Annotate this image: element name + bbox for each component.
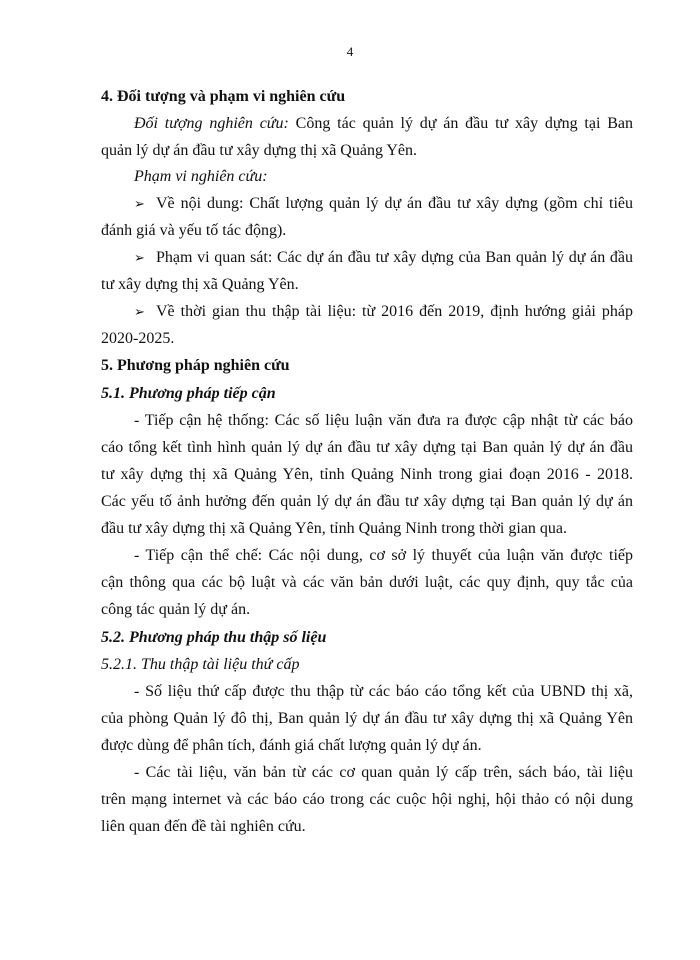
scope-bullet-observation-text: Phạm vi quan sát: Các dự án đầu tư xây dựng của Ban quản lý dự án đầu [156, 249, 633, 266]
arrow-bullet-icon: ➢ [134, 251, 145, 266]
documents-line-3: liên quan đến đề tài nghiên cứu. [101, 818, 306, 835]
scope-bullet-observation-line-1 [134, 248, 633, 269]
scope-bullet-time-line-2: 2020-2025. [101, 330, 175, 347]
institutional-approach-line-2: cận thông qua các bộ luật và các văn bản dưới luật, các quy định, quy tắc của [101, 574, 633, 591]
scope-bullet-content-line-1 [134, 194, 633, 215]
documents-line-2: trên mạng internet và các báo cáo trong các cuộc hội nghị, hội thảo có nội dung [101, 791, 633, 808]
scope-bullet-time-line-1 [134, 302, 633, 323]
section-5-2-1-heading: 5.2.1. Thu thập tài liệu thứ cấp [101, 656, 300, 673]
scope-bullet-time-text: Về thời gian thu thập tài liệu: từ 2016 đến 2019, định hướng giải pháp [156, 303, 633, 320]
systems-approach-line-5: đầu tư xây dựng thị xã Quảng Yên, tỉnh Quảng Ninh trong thời gian qua. [101, 520, 568, 537]
systems-approach-line-2: cáo tổng kết tình hình quản lý dự án đầu tư xây dựng tại Ban quản lý dự án đầu [101, 439, 633, 456]
institutional-approach-line-3: công tác quản lý dự án. [101, 601, 251, 618]
scope-bullet-content-line-2: đánh giá và yếu tố tác động). [101, 222, 287, 239]
scope-bullet-observation-line-2: tư xây dựng thị xã Quảng Yên. [101, 276, 299, 293]
object-of-study-line-1 [101, 114, 633, 134]
systems-approach-line-4: Các yếu tố ảnh hưởng đến quản lý dự án đầu tư xây dựng tại Ban quản lý dự án [101, 493, 633, 510]
secondary-data-line-3: được dùng để phân tích, đánh giá chất lượng quản lý dự án. [101, 737, 482, 754]
object-of-study-text: Công tác quản lý dự án đầu tư xây dựng tại Ban [288, 115, 633, 132]
arrow-bullet-icon: ➢ [134, 197, 145, 212]
object-of-study-line-2: quản lý dự án đầu tư xây dựng thị xã Quảng Yên. [101, 142, 418, 159]
section-5-heading: 5. Phương pháp nghiên cứu [101, 357, 290, 374]
section-4-heading: 4. Đối tượng và phạm vi nghiên cứu [101, 88, 346, 105]
page-number: 4 [346, 44, 354, 59]
arrow-bullet-icon: ➢ [134, 305, 145, 320]
section-5-1-heading: 5.1. Phương pháp tiếp cận [101, 385, 276, 402]
systems-approach-line-1: - Tiếp cận hệ thống: Các số liệu luận văn đưa ra được cập nhật từ các báo [134, 412, 633, 429]
systems-approach-line-3: tư xây dựng thị xã Quảng Yên, tỉnh Quảng Ninh trong giai đoạn 2016 - 2018. [101, 466, 633, 483]
section-5-2-heading: 5.2. Phương pháp thu thập số liệu [101, 629, 327, 646]
scope-of-study-label: Phạm vi nghiên cứu: [134, 168, 268, 185]
object-of-study-label: Đối tượng nghiên cứu: [134, 115, 289, 132]
secondary-data-line-2: của phòng Quản lý đô thị, Ban quản lý dự án đầu tư xây dựng thị xã Quảng Yên [101, 710, 633, 727]
secondary-data-line-1: - Số liệu thứ cấp được thu thập từ các báo cáo tổng kết của UBND thị xã, [134, 683, 633, 700]
documents-line-1: - Các tài liệu, văn bản từ các cơ quan quản lý cấp trên, sách báo, tài liệu [134, 764, 633, 781]
institutional-approach-line-1: - Tiếp cận thể chế: Các nội dung, cơ sở lý thuyết của luận văn được tiếp [134, 547, 633, 564]
scope-bullet-content-text: Về nội dung: Chất lượng quản lý dự án đầu tư xây dựng (gồm chỉ tiêu [156, 195, 633, 212]
